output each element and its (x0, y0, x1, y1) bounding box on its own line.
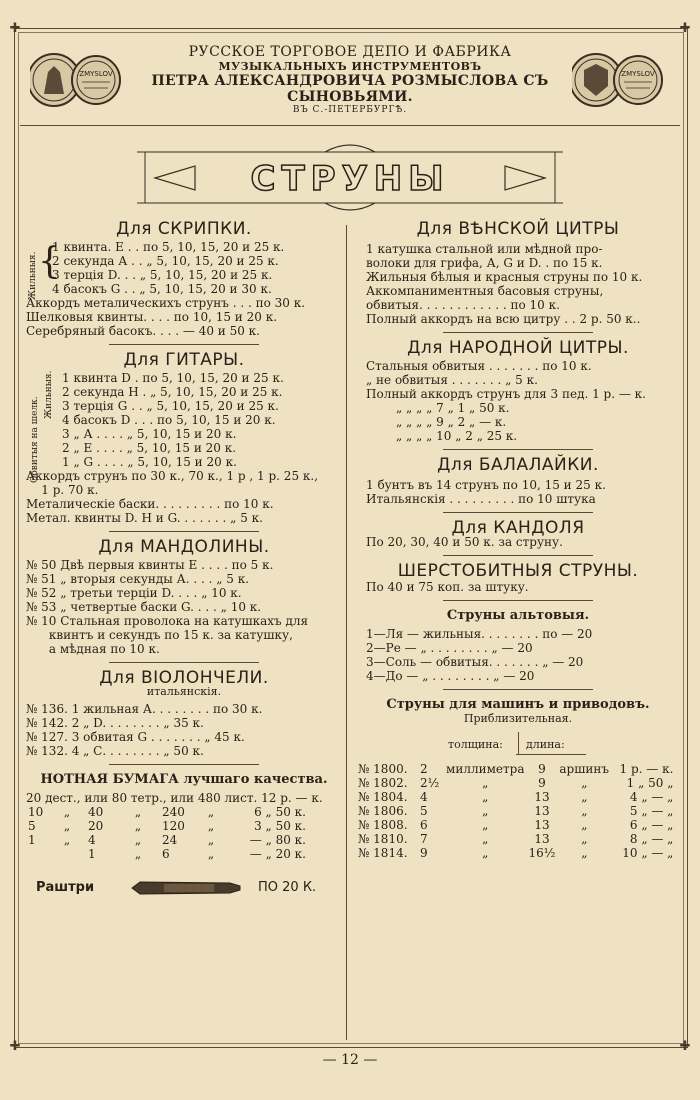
machine-strings-title: Струны для машинъ и приводовъ. (386, 697, 650, 712)
cello-group (26, 702, 342, 758)
viola-title: Струны альтовыя. (446, 608, 590, 623)
machine-strings-colheads (356, 734, 680, 756)
svg-text:ZMYSLOV: ZMYSLOV (621, 70, 655, 78)
table-row: № 1802. 2½ „ 9 „ 1 „ 50 „ (358, 776, 674, 790)
guitar-row: 1 „ G . . . . „ 5, 10, 15 и 20 к. (62, 455, 237, 469)
table-row: № 1810. 7 „ 13 „ 8 „ — „ (358, 832, 674, 846)
balalaika-row: 1 бунтъ въ 14 струнъ по 10, 15 и 25 к. (366, 478, 606, 492)
vienna-zither-row: 1 катушка стальной или мѣдной про- (366, 242, 603, 256)
section-divider (443, 449, 593, 450)
corner-ornament-icon: ✚ (679, 1039, 691, 1054)
section-divider (443, 600, 593, 601)
kandol-row: По 20, 30, 40 и 50 к. за струну. (366, 535, 563, 549)
violin-extra-row: Шелковыя квинты. . . . по 10, 15 и 20 к. (26, 310, 278, 324)
cello-row: № 136. 1 жильная А. . . . . . . . по 30 к. (26, 702, 263, 716)
column-divider (346, 225, 347, 1040)
header-line-2: МУЗЫКАЛЬНЫХЪ ИНСТРУМЕНТОВЪ (218, 60, 482, 73)
guitar-extra-row: Металическіе баски. . . . . . . . . по 10 к. (26, 497, 274, 511)
right-column (356, 219, 680, 860)
wool-strings-group (356, 580, 680, 594)
folk-zither-row: Полный аккордъ струнъ для 3 пед. 1 р. — к. (366, 387, 646, 401)
header-line-3: ПЕТРА АЛЕКСАНДРОВИЧА РОЗМЫСЛОВА СЪ СЫНОВЬЯМИ. (151, 73, 549, 105)
brace-icon: { (38, 241, 61, 282)
guitar-row: 1 квинта D . по 5, 10, 15, 20 и 25 к. (62, 371, 284, 385)
corner-ornament-icon: ✚ (9, 1039, 21, 1054)
guitar-row: 3 „ А . . . . „ 5, 10, 15 и 20 к. (62, 427, 237, 441)
table-row: 1 „ 6 „ — „ 20 к. (88, 847, 306, 861)
vienna-zither-row: Жильныя бѣлыя и красныя струны по 10 к. (366, 270, 643, 284)
guitar-extra-row: Аккордъ струнъ по 30 к., 70 к., 1 р , 1 р. 25 к., (26, 469, 319, 483)
balalaika-title: Для БАЛАЛАЙКИ. (437, 455, 599, 475)
paper-group (26, 791, 342, 861)
section-divider (443, 689, 593, 690)
machine-strings-table (356, 762, 675, 860)
guitar-title: Для ГИТАРЫ. (123, 350, 245, 370)
kandol-group (356, 535, 680, 549)
folk-zither-row: „ „ „ „ 10 „ 2 „ 25 к. (396, 429, 518, 443)
company-header (130, 44, 570, 115)
violin-row: 1 квинта. E . . по 5, 10, 15, 20 и 25 к. (52, 240, 285, 254)
violin-extra-row: Серебряный басокъ. . . . — 40 и 50 к. (26, 324, 260, 338)
guitar-extra-row: Метал. квинты D. H и G. . . . . . . „ 5 к. (26, 511, 263, 525)
viola-group (356, 627, 680, 683)
mandolin-row: № 10 Стальная проволока на катушкахъ для (26, 614, 309, 628)
folk-zither-row: „ „ „ „ 9 „ 2 „ — к. (396, 415, 507, 429)
guitar-side-label-gut: Жильныя. (44, 370, 54, 419)
mandolin-row: № 50 Двѣ первыя квинты E . . . . по 5 к. (26, 558, 274, 572)
violin-extra-row: Аккордъ металическихъ струнъ . . . по 30 к. (26, 296, 306, 310)
length-header: длина: (526, 738, 565, 751)
guitar-row: 4 басокъ D . . . по 5, 10, 15 и 20 к. (62, 413, 276, 427)
kandol-title: Для КАНДОЛЯ (451, 518, 585, 538)
cello-title: Для ВІОЛОНЧЕЛИ. (99, 668, 269, 688)
folk-zither-row: Стальныя обвитыя . . . . . . . по 10 к. (366, 359, 592, 373)
vienna-zither-row: Аккомпаниментныя басовыя струны, (366, 284, 604, 298)
viola-row: 2—Ре — „ . . . . . . . . „ — 20 (366, 641, 533, 655)
viola-row: 4—До — „ . . . . . . . . „ — 20 (366, 669, 535, 683)
page-number: — 12 — (322, 1052, 378, 1068)
section-divider (109, 344, 259, 345)
thickness-header: толщина: (448, 738, 503, 751)
mandolin-title: Для МАНДОЛИНЫ. (98, 537, 270, 557)
viola-row: 1—Ля — жильныя. . . . . . . . по — 20 (366, 627, 593, 641)
header-divider (20, 125, 680, 126)
banner-title: СТРУНЫ (250, 159, 450, 199)
rastri-label: Раштри (36, 880, 95, 895)
rastri-price: ПО 20 К. (258, 880, 317, 895)
violin-title: Для СКРИПКИ. (116, 219, 252, 239)
vienna-zither-row: волоки для грифа, А, G и D. . по 15 к. (366, 256, 603, 270)
guitar-row: 3 терція G . . „ 5, 10, 15, 20 и 25 к. (62, 399, 279, 413)
corner-ornament-icon: ✚ (9, 21, 21, 36)
wool-strings-row: По 40 и 75 коп. за штуку. (366, 580, 529, 594)
banner-ornament (135, 140, 565, 215)
mandolin-row: № 53 „ четвертые баски G. . . . „ 10 к. (26, 600, 262, 614)
machine-strings-subtitle: Приблизительная. (463, 712, 573, 725)
violin-row: 4 басокъ G . . „ 5, 10, 15, 20 и 30 к. (52, 282, 272, 296)
balalaika-group (356, 478, 680, 506)
section-divider (443, 332, 593, 333)
rastri-row (26, 871, 342, 905)
balalaika-row: Итальянскія . . . . . . . . . по 10 штука (366, 492, 596, 506)
cello-row: № 142. 2 „ D. . . . . . . . „ 35 к. (26, 716, 204, 730)
violin-gut-group (26, 240, 342, 300)
folk-zither-title: Для НАРОДНОЙ ЦИТРЫ. (407, 338, 629, 358)
section-divider (109, 531, 259, 532)
paper-title: НОТНАЯ БУМАГА лучшаго качества. (40, 772, 328, 787)
vienna-zither-row: обвитыя. . . . . . . . . . . . по 10 к. (366, 298, 560, 312)
violin-row: 3 терція D. . . „ 5, 10, 15, 20 и 25 к. (52, 268, 273, 282)
paper-table (26, 805, 308, 861)
folk-zither-group (356, 359, 680, 443)
section-divider (443, 512, 593, 513)
table-row: № 1814. 9 „ 16½ „ 10 „ — „ (358, 846, 674, 860)
section-divider (109, 662, 259, 663)
header-line-1: РУССКОЕ ТОРГОВОЕ ДЕПО И ФАБРИКА (188, 44, 512, 60)
medal-left-icon (30, 50, 122, 110)
table-row: № 1804. 4 „ 13 „ 4 „ — „ (358, 790, 674, 804)
header-line-4: ВЪ С.-ПЕТЕРБУРГѢ. (292, 105, 408, 115)
rastri-pen-icon (130, 879, 242, 897)
mandolin-group (26, 558, 342, 656)
guitar-side-label-wound: Обвитыя на шелк. (30, 396, 40, 483)
vienna-zither-group (356, 242, 680, 326)
guitar-row: 2 секунда H . „ 5, 10, 15, 20 и 25 к. (62, 385, 283, 399)
corner-ornament-icon: ✚ (679, 21, 691, 36)
section-divider (443, 555, 593, 556)
paper-row: 20 дест., или 80 тетр., или 480 лист. 12 р. — к. (26, 791, 323, 805)
table-row: № 1800. 2 миллиметра 9 аршинъ 1 р. — к. (358, 762, 674, 776)
table-row: 10 „ 40 „ 240 „ 6 „ 50 к. (28, 805, 306, 819)
cello-row: № 132. 4 „ С. . . . . . . . „ 50 к. (26, 744, 204, 758)
folk-zither-row: „ „ „ „ 7 „ 1 „ 50 к. (396, 401, 510, 415)
viola-row: 3—Соль — обвитыя. . . . . . . „ — 20 (366, 655, 584, 669)
table-row: № 1808. 6 „ 13 „ 6 „ — „ (358, 818, 674, 832)
guitar-extra-row: 1 р. 70 к. (26, 483, 99, 497)
medal-right-icon (572, 50, 664, 110)
guitar-row: 2 „ E . . . . „ 5, 10, 15 и 20 к. (62, 441, 237, 455)
left-column (26, 219, 342, 905)
cello-subtitle: итальянскія. (146, 685, 222, 698)
violin-side-label: Жильныя. (28, 251, 38, 300)
vienna-zither-row: Полный аккордъ на всю цитру . . 2 р. 50 к.. (366, 312, 641, 326)
table-row: № 1806. 5 „ 13 „ 5 „ — „ (358, 804, 674, 818)
cello-row: № 127. 3 обвитая G . . . . . . . „ 45 к. (26, 730, 245, 744)
svg-text:ZMYSLOV: ZMYSLOV (79, 70, 113, 78)
mandolin-row: № 52 „ третьи терціи D. . . . „ 10 к. (26, 586, 242, 600)
section-divider (109, 764, 259, 765)
mandolin-row: а мѣдная по 10 к. (26, 642, 160, 656)
wool-strings-title: ШЕРСТОБИТНЫЯ СТРУНЫ. (397, 561, 639, 581)
mandolin-row: № 51 „ вторыя секунды А. . . . „ 5 к. (26, 572, 250, 586)
violin-row: 2 секунда А . . „ 5, 10, 15, 20 и 25 к. (52, 254, 279, 268)
table-row: 5 „ 20 „ 120 „ 3 „ 50 к. (28, 819, 306, 833)
vienna-zither-title: Для ВѢНСКОЙ ЦИТРЫ (416, 219, 620, 239)
mandolin-row: квинтъ и секундъ по 15 к. за катушку, (26, 628, 293, 642)
table-row: 1 „ 4 „ 24 „ — „ 80 к. (28, 833, 306, 847)
folk-zither-row: „ не обвитыя . . . . . . . „ 5 к. (366, 373, 538, 387)
